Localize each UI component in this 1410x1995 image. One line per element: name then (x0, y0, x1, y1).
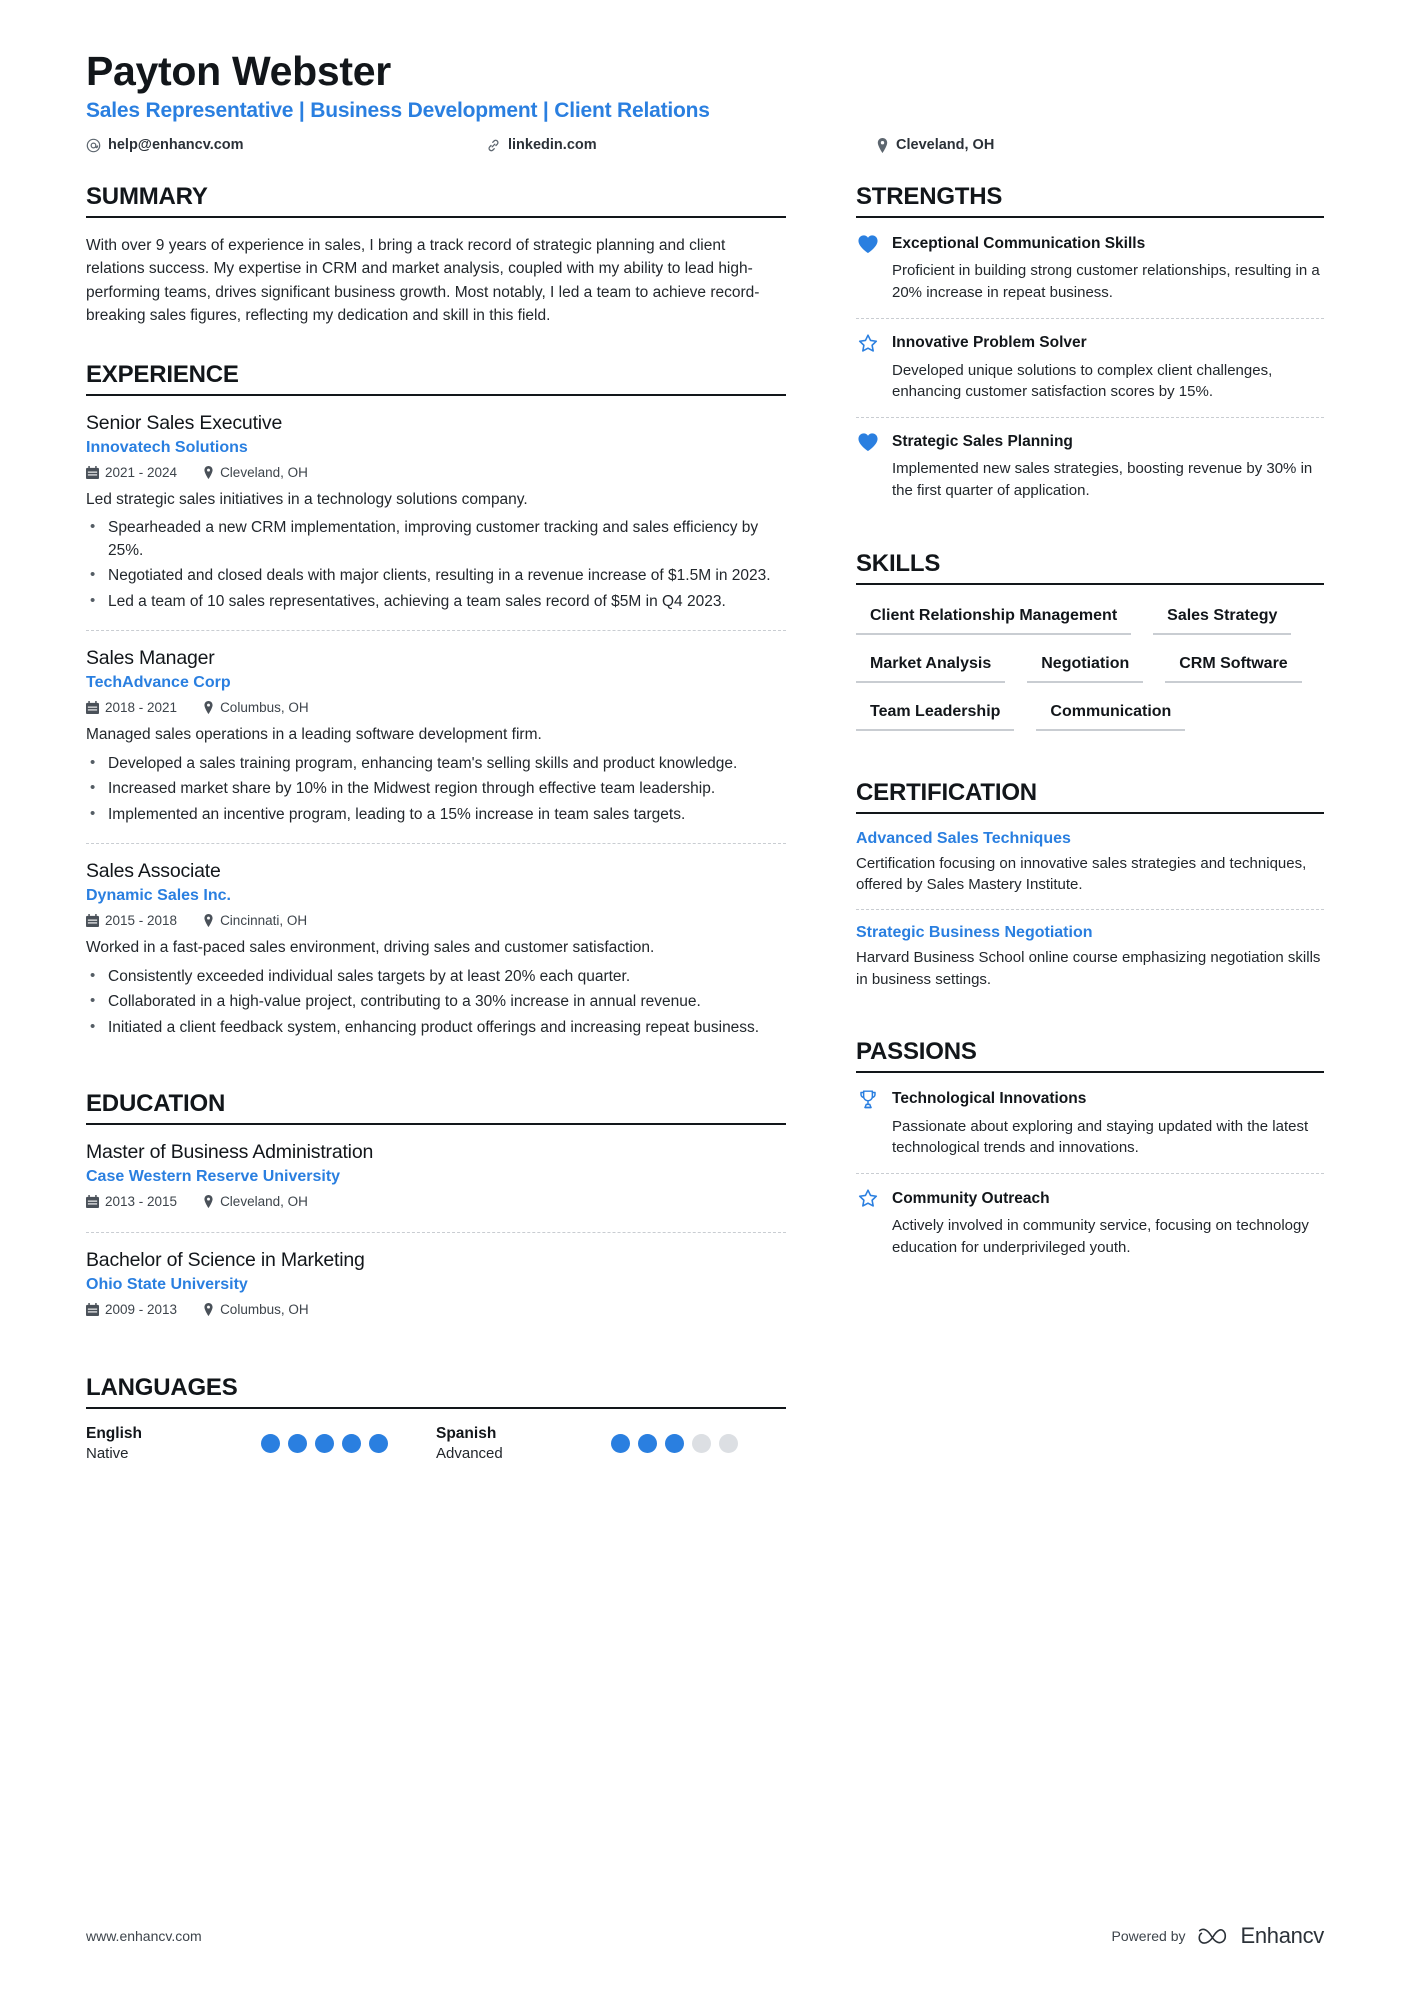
heart-icon (856, 234, 880, 254)
rating-dot (369, 1434, 388, 1453)
page-footer (86, 1923, 1324, 1949)
education-degree: Bachelor of Science in Marketing (86, 1249, 365, 1272)
experience-location (203, 700, 309, 715)
skill-tag: Client Relationship Management (856, 601, 1131, 635)
list-item: • Initiated a client feedback system, enhancing product offerings and increasing repeat business. (86, 1017, 786, 1039)
skills-heading: SKILLS (856, 550, 1324, 585)
section-certification (856, 779, 1324, 1004)
strength-name: Exceptional Communication Skills (892, 235, 1146, 252)
passion-item (856, 1089, 1324, 1174)
experience-entry (86, 630, 786, 843)
experience-description: Managed sales operations in a leading software development firm. (86, 726, 542, 744)
experience-company: Dynamic Sales Inc. (86, 887, 231, 905)
language-level: Advanced (436, 1445, 503, 1463)
rating-dot (638, 1434, 657, 1453)
experience-dates-text: 2015 - 2018 (105, 913, 178, 929)
strength-name: Innovative Problem Solver (892, 334, 1087, 351)
contact-location (876, 137, 994, 153)
certification-name: Strategic Business Negotiation (856, 924, 1093, 941)
strength-item (856, 417, 1324, 516)
experience-location (203, 465, 308, 480)
summary-heading: SUMMARY (86, 183, 786, 218)
summary-text: With over 9 years of experience in sales, I bring a track record of strategic planning and client relations success. My expertise in CRM and market analysis, coupled with my ability to lead high-performing teams, drives significant business growth. Most notably, I led a team to achieve record-breaking sales figures, reflecting my dedication and skill in this field. (86, 237, 760, 324)
certification-item (856, 909, 1324, 1004)
experience-entry (86, 843, 786, 1056)
certification-heading: CERTIFICATION (856, 779, 1324, 814)
education-dates (86, 1302, 177, 1317)
section-strengths (856, 183, 1324, 516)
education-location (203, 1194, 308, 1209)
education-degree: Master of Business Administration (86, 1141, 374, 1164)
list-item: • Consistently exceeded individual sales targets by at least 20% each quarter. (86, 966, 786, 988)
experience-company: TechAdvance Corp (86, 674, 231, 692)
experience-role: Sales Manager (86, 647, 215, 670)
language-name: Spanish (436, 1425, 497, 1443)
experience-meta (86, 465, 786, 480)
experience-location-text: Cincinnati, OH (220, 913, 308, 929)
education-dates (86, 1194, 177, 1209)
passion-name: Community Outreach (892, 1189, 1050, 1207)
page-title: Payton Webster (86, 48, 391, 94)
rating-dot-empty (692, 1434, 711, 1453)
experience-dates-text: 2018 - 2021 (105, 700, 178, 716)
trophy-icon (856, 1089, 880, 1110)
list-item: • Negotiated and closed deals with major clients, resulting in a revenue increase of $1.5M in 2023. (86, 565, 786, 587)
contact-email[interactable] (86, 137, 486, 153)
skill-tag: Team Leadership (856, 697, 1014, 731)
experience-role: Senior Sales Executive (86, 412, 283, 434)
skill-tag: Communication (1036, 697, 1185, 731)
skill-tag: Market Analysis (856, 649, 1005, 683)
passion-item (856, 1173, 1324, 1273)
strength-description: Developed unique solutions to complex client challenges, enhancing customer satisfaction scores by 15%. (892, 361, 1273, 401)
languages-list (86, 1425, 786, 1462)
rating-dot (288, 1434, 307, 1453)
rating-dot (342, 1434, 361, 1453)
experience-meta (86, 700, 786, 715)
passions-heading: PASSIONS (856, 1038, 1324, 1073)
skills-list (856, 601, 1324, 745)
certification-name: Advanced Sales Techniques (856, 829, 1071, 847)
experience-dates-text: 2021 - 2024 (105, 465, 178, 480)
education-location-text: Columbus, OH (220, 1302, 309, 1318)
certification-description: Certification focusing on innovative sales strategies and techniques, offered by Sales Mastery Institute. (856, 854, 1307, 894)
location-icon (203, 914, 214, 927)
location-icon (203, 701, 214, 714)
certification-description: Harvard Business School online course emphasizing negotiation skills in business settings. (856, 949, 1321, 988)
education-meta (86, 1194, 786, 1209)
education-entry (86, 1141, 786, 1232)
rating-dot (611, 1434, 630, 1453)
passion-description: Passionate about exploring and staying updated with the latest technological trends and innovations. (892, 1117, 1309, 1157)
experience-role: Sales Associate (86, 860, 221, 883)
experience-company: Innovatech Solutions (86, 439, 248, 456)
strength-item (856, 318, 1324, 418)
calendar-icon (86, 466, 99, 479)
experience-dates (86, 465, 177, 480)
calendar-icon (86, 701, 99, 714)
language-rating (611, 1434, 738, 1453)
education-school: Ohio State University (86, 1276, 248, 1294)
passion-description: Actively involved in community service, focusing on technology education for underprivileged youth. (892, 1217, 1309, 1256)
section-passions (856, 1038, 1324, 1273)
link-icon (486, 138, 501, 153)
calendar-icon (86, 1303, 99, 1316)
left-column (86, 183, 786, 1496)
footer-website[interactable]: www.enhancv.com (86, 1928, 202, 1944)
rating-dot (315, 1434, 334, 1453)
list-item: • Increased market share by 10% in the Midwest region through effective team leadership. (86, 778, 786, 800)
experience-location (203, 913, 307, 928)
star-outline-icon (856, 1188, 880, 1209)
skill-tag: Negotiation (1027, 649, 1143, 683)
professional-headline: Sales Representative | Business Development | Client Relations (86, 99, 710, 122)
right-column (856, 183, 1324, 1307)
section-education (86, 1090, 786, 1340)
rating-dot (261, 1434, 280, 1453)
education-entry (86, 1232, 786, 1340)
list-item: • Implemented an incentive program, leading to a 15% increase in team sales targets. (86, 804, 786, 826)
experience-entry (86, 412, 786, 630)
experience-description: Led strategic sales initiatives in a technology solutions company. (86, 491, 528, 508)
experience-heading: EXPERIENCE (86, 361, 786, 396)
experience-bullets (86, 966, 786, 1039)
experience-location-text: Cleveland, OH (220, 465, 308, 480)
star-icon (856, 333, 880, 354)
skill-tag: Sales Strategy (1153, 601, 1291, 635)
calendar-icon (86, 1195, 99, 1208)
strengths-heading: STRENGTHS (856, 183, 1324, 218)
education-dates-text: 2013 - 2015 (105, 1194, 178, 1210)
contact-row (86, 137, 1324, 153)
location-icon (203, 1303, 214, 1316)
language-name: English (86, 1425, 142, 1443)
experience-bullets (86, 753, 786, 826)
skill-tag: CRM Software (1165, 649, 1301, 683)
section-summary (86, 183, 786, 327)
certification-item (856, 830, 1324, 910)
section-languages (86, 1374, 786, 1462)
education-school: Case Western Reserve University (86, 1168, 341, 1186)
strength-description: Proficient in building strong customer relationships, resulting in a 20% increase in repeat business. (892, 262, 1320, 301)
strength-name: Strategic Sales Planning (892, 433, 1073, 450)
location-icon (876, 138, 889, 153)
education-location (203, 1302, 309, 1317)
contact-location-text: Cleveland, OH (896, 137, 995, 153)
strength-description: Implemented new sales strategies, boosting revenue by 30% in the first quarter of application. (892, 460, 1313, 499)
experience-bullets (86, 517, 786, 613)
rating-dot (665, 1434, 684, 1453)
experience-description: Worked in a fast-paced sales environment, driving sales and customer satisfaction. (86, 939, 655, 957)
contact-linkedin-text: linkedin.com (508, 137, 597, 153)
experience-dates (86, 700, 177, 715)
location-icon (203, 1195, 214, 1208)
education-meta (86, 1302, 786, 1317)
education-heading: EDUCATION (86, 1090, 786, 1125)
list-item: • Developed a sales training program, enhancing team's selling skills and product knowledge. (86, 753, 786, 775)
language-item (436, 1425, 786, 1462)
education-dates-text: 2009 - 2013 (105, 1302, 178, 1318)
education-location-text: Cleveland, OH (220, 1194, 308, 1210)
enhancv-logo (1197, 1923, 1324, 1949)
calendar-icon (86, 914, 99, 927)
section-experience (86, 361, 786, 1056)
language-level: Native (86, 1445, 129, 1463)
experience-location-text: Columbus, OH (220, 700, 309, 716)
powered-by-label: Powered by (1111, 1928, 1186, 1944)
list-item: • Collaborated in a high-value project, contributing to a 30% increase in annual revenue. (86, 991, 786, 1013)
strength-item (856, 234, 1324, 318)
experience-meta (86, 913, 786, 928)
experience-dates (86, 913, 177, 928)
section-skills (856, 550, 1324, 745)
languages-heading: LANGUAGES (86, 1374, 786, 1409)
resume-header (86, 48, 1324, 153)
location-icon (203, 466, 214, 479)
footer-powered-by (1112, 1923, 1324, 1949)
contact-email-text: help@enhancv.com (108, 137, 244, 153)
language-rating (261, 1434, 388, 1453)
language-item (86, 1425, 436, 1462)
contact-linkedin[interactable] (486, 137, 876, 153)
rating-dot-empty (719, 1434, 738, 1453)
email-icon (86, 138, 101, 153)
passion-name: Technological Innovations (892, 1090, 1087, 1107)
brand-name: Enhancv (1240, 1923, 1324, 1948)
list-item: • Spearheaded a new CRM implementation, improving customer tracking and sales efficiency by 25%. (86, 517, 786, 562)
list-item: • Led a team of 10 sales representatives, achieving a team sales record of $5M in Q4 2023. (86, 591, 786, 613)
heart-icon (856, 432, 880, 452)
